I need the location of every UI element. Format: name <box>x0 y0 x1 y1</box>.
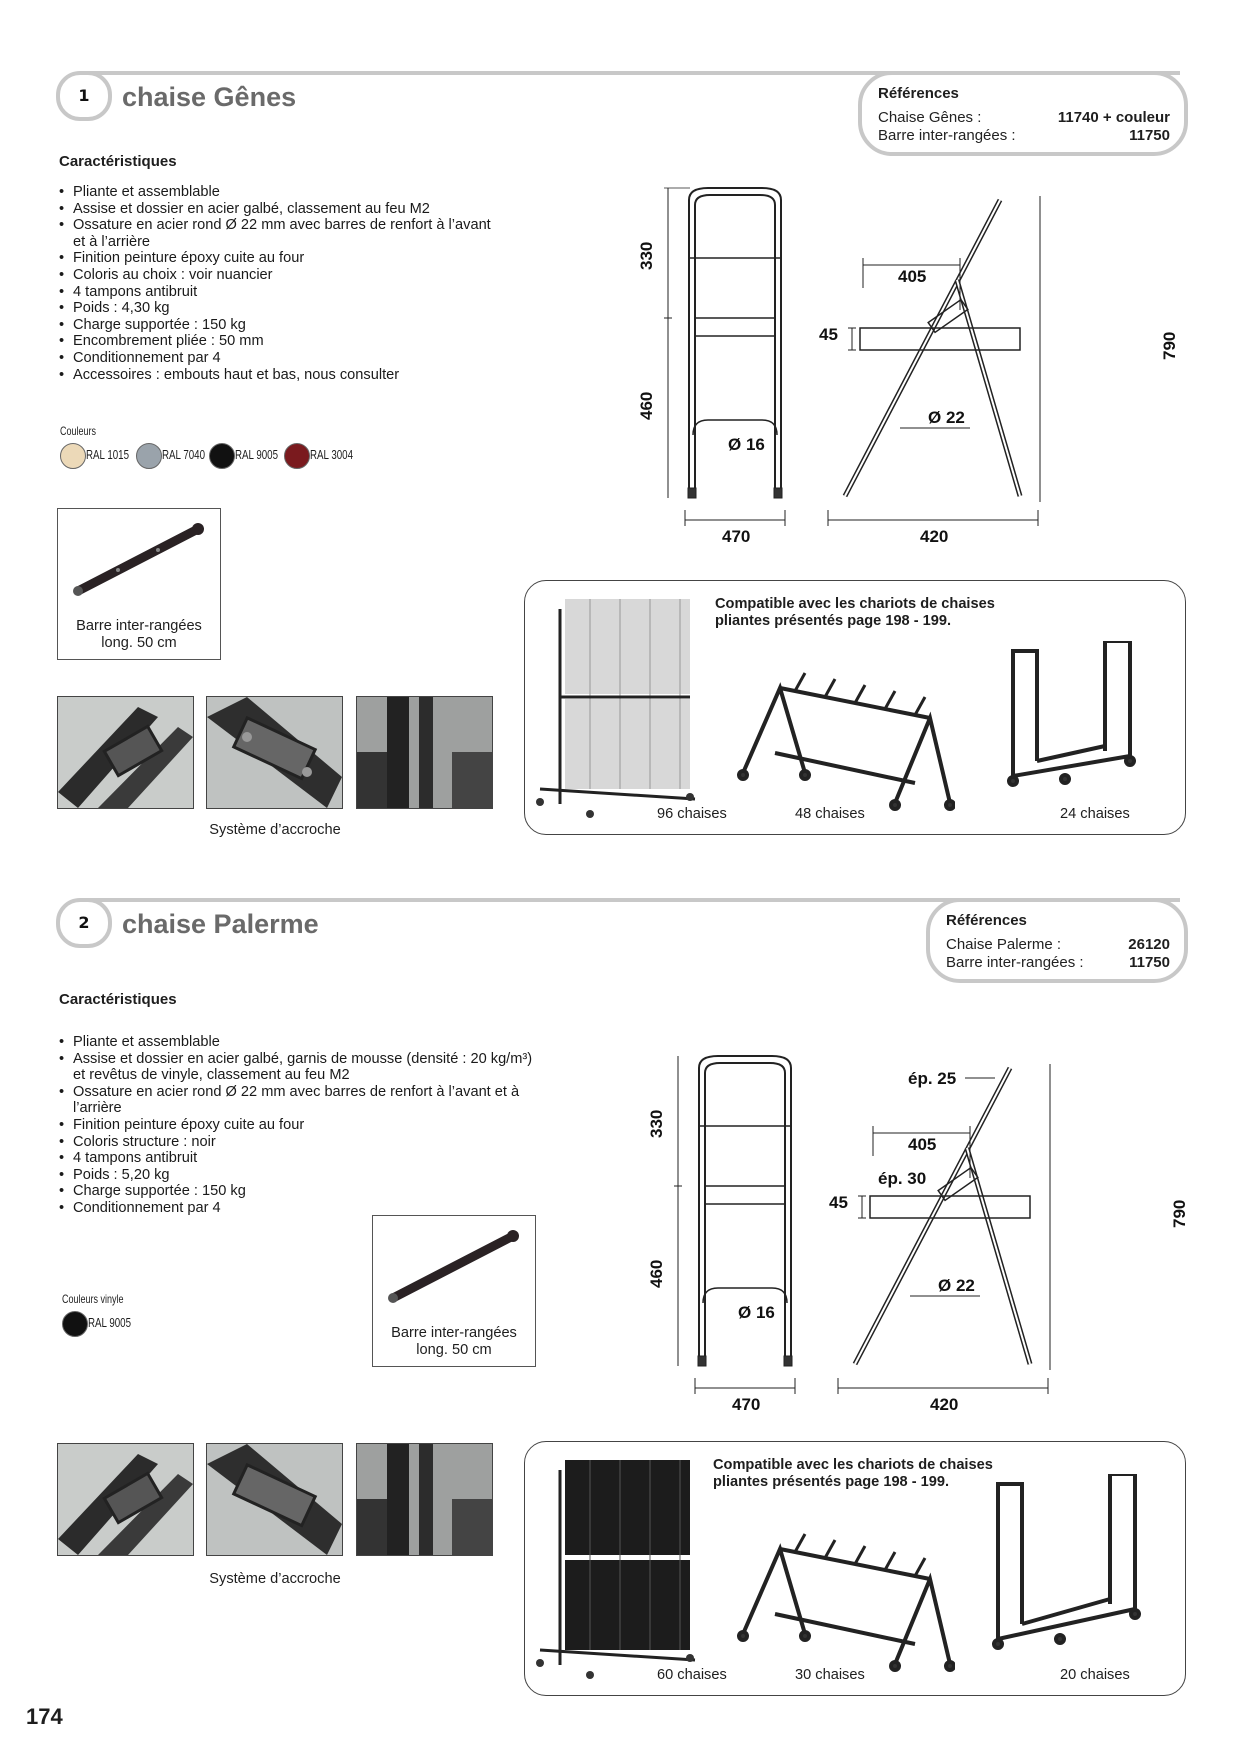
hook-photo <box>57 1443 194 1556</box>
photos-caption: Système d’accroche <box>209 822 341 838</box>
product-number-badge: 2 <box>56 898 112 948</box>
color-swatch <box>284 443 310 469</box>
trolley-capacity: 20 chaises <box>1060 1667 1130 1683</box>
dim-seat-thickness: 45 <box>819 325 838 344</box>
spec-item: • Charge supportée : 150 kg <box>59 317 579 334</box>
inter-row-bar-icon <box>373 1220 535 1310</box>
compatible-text: Compatible avec les chariots de chaises pliantes présentés page 198 - 199. <box>713 1457 993 1490</box>
spec-item: • Encombrement pliée : 50 mm <box>59 333 579 350</box>
color-swatch <box>136 443 162 469</box>
hook-photo <box>206 696 343 809</box>
reference-label: Barre inter-rangées : <box>946 954 1084 971</box>
dim-foot-diameter: Ø 16 <box>738 1303 775 1322</box>
references-heading: Références <box>946 912 1027 929</box>
reference-label: Chaise Palerme : <box>946 936 1062 953</box>
references-heading: Références <box>878 85 959 102</box>
trolley-capacity: 96 chaises <box>657 806 727 822</box>
bar-image-box <box>57 508 221 660</box>
spec-item: • Finition peinture époxy cuite au four <box>59 250 579 267</box>
spec-item: • Finition peinture époxy cuite au four <box>59 1117 599 1134</box>
characteristics-list <box>59 184 579 383</box>
references-box <box>858 71 1188 156</box>
spec-item: • Ossature en acier rond Ø 22 mm avec barres de renfort à l’avant et à l’arrière <box>59 217 579 250</box>
dim-front-width: 470 <box>732 1395 761 1414</box>
characteristics-heading: Caractéristiques <box>59 991 177 1008</box>
hook-photo <box>356 696 493 809</box>
reference-value: 11740 + couleur <box>1057 109 1170 126</box>
color-label: RAL 9005 <box>235 447 279 462</box>
color-swatch <box>209 443 235 469</box>
rack-trolley-image <box>735 1524 955 1674</box>
spec-item: • Coloris au choix : voir nuancier <box>59 267 579 284</box>
references-box <box>926 898 1188 983</box>
spec-item: • Conditionnement par 4 <box>59 1200 599 1217</box>
dim-total-height: 790 <box>1160 331 1179 360</box>
spec-item: • 4 tampons antibruit <box>59 1150 599 1167</box>
double-trolley-image <box>530 589 700 824</box>
compatible-trolleys-box <box>524 580 1186 835</box>
dim-side-depth: 405 <box>898 267 927 286</box>
reference-value: 26120 <box>1128 936 1170 953</box>
spec-item: • Assise et dossier en acier galbé, garnis de mousse (densité : 20 kg/m³) et revêtus de vinyle, classement au feu M2 <box>59 1051 599 1084</box>
color-swatch <box>62 1311 88 1337</box>
spec-item: • Coloris structure : noir <box>59 1134 599 1151</box>
page-number: 174 <box>26 1704 63 1729</box>
inter-row-bar-icon <box>58 513 220 603</box>
dim-tube-diameter: Ø 22 <box>938 1276 975 1295</box>
dim-seat-thickness: 45 <box>829 1193 848 1212</box>
spec-item: • Pliante et assemblable <box>59 184 579 201</box>
colors-heading: Couleurs vinyle <box>62 1292 124 1306</box>
dim-side-base: 420 <box>920 527 949 546</box>
dim-total-height: 790 <box>1170 1199 1189 1228</box>
dim-seat-height: 460 <box>637 391 656 420</box>
dim-front-width: 470 <box>722 527 751 546</box>
color-label: RAL 3004 <box>310 447 354 462</box>
color-label: RAL 1015 <box>86 447 130 462</box>
dim-back-height: 330 <box>647 1109 666 1138</box>
color-label: RAL 7040 <box>162 447 206 462</box>
dim-back-thickness: ép. 25 <box>908 1069 957 1088</box>
characteristics-heading: Caractéristiques <box>59 153 177 170</box>
bar-image-box <box>372 1215 536 1367</box>
product-title: chaise Gênes <box>122 82 297 112</box>
dim-seat-thickness-label: ép. 30 <box>878 1169 927 1188</box>
reference-label: Barre inter-rangées : <box>878 127 1016 144</box>
dim-back-height: 330 <box>637 241 656 270</box>
double-trolley-image <box>530 1450 700 1685</box>
color-label: RAL 9005 <box>88 1315 132 1330</box>
spec-item: • Charge supportée : 150 kg <box>59 1183 599 1200</box>
dim-seat-height: 460 <box>647 1259 666 1288</box>
rack-trolley-image <box>735 663 955 813</box>
characteristics-list <box>59 1034 599 1217</box>
color-swatch <box>60 443 86 469</box>
spec-item: • 4 tampons antibruit <box>59 284 579 301</box>
dim-tube-diameter: Ø 22 <box>928 408 965 427</box>
photos-caption: Système d’accroche <box>209 1571 341 1587</box>
reference-value: 11750 <box>1129 127 1170 144</box>
spec-item: • Ossature en acier rond Ø 22 mm avec barres de renfort à l’avant et à l’arrière <box>59 1084 599 1117</box>
reference-value: 11750 <box>1129 954 1170 971</box>
spec-item: • Poids : 4,30 kg <box>59 300 579 317</box>
product-number-badge: 1 <box>56 71 112 121</box>
spec-item: • Conditionnement par 4 <box>59 350 579 367</box>
single-trolley-image <box>1005 641 1145 801</box>
bar-caption: Barre inter-rangées long. 50 cm <box>391 1325 517 1358</box>
dim-side-base: 420 <box>930 1395 959 1414</box>
reference-label: Chaise Gênes : <box>878 109 982 126</box>
spec-item: • Accessoires : embouts haut et bas, nous consulter <box>59 367 579 384</box>
hook-photo <box>57 696 194 809</box>
hook-photo <box>356 1443 493 1556</box>
spec-item: • Poids : 5,20 kg <box>59 1167 599 1184</box>
spec-item: • Assise et dossier en acier galbé, classement au feu M2 <box>59 201 579 218</box>
single-trolley-image <box>990 1474 1150 1654</box>
compatible-trolleys-box <box>524 1441 1186 1696</box>
compatible-text: Compatible avec les chariots de chaises pliantes présentés page 198 - 199. <box>715 596 995 629</box>
product-title: chaise Palerme <box>122 909 319 939</box>
trolley-capacity: 24 chaises <box>1060 806 1130 822</box>
spec-item: • Pliante et assemblable <box>59 1034 599 1051</box>
trolley-capacity: 60 chaises <box>657 1667 727 1683</box>
hook-photo <box>206 1443 343 1556</box>
dim-foot-diameter: Ø 16 <box>728 435 765 454</box>
trolley-capacity: 48 chaises <box>795 806 865 822</box>
dim-side-depth: 405 <box>908 1135 937 1154</box>
trolley-capacity: 30 chaises <box>795 1667 865 1683</box>
bar-caption: Barre inter-rangées long. 50 cm <box>76 618 202 651</box>
colors-heading: Couleurs <box>60 424 97 438</box>
